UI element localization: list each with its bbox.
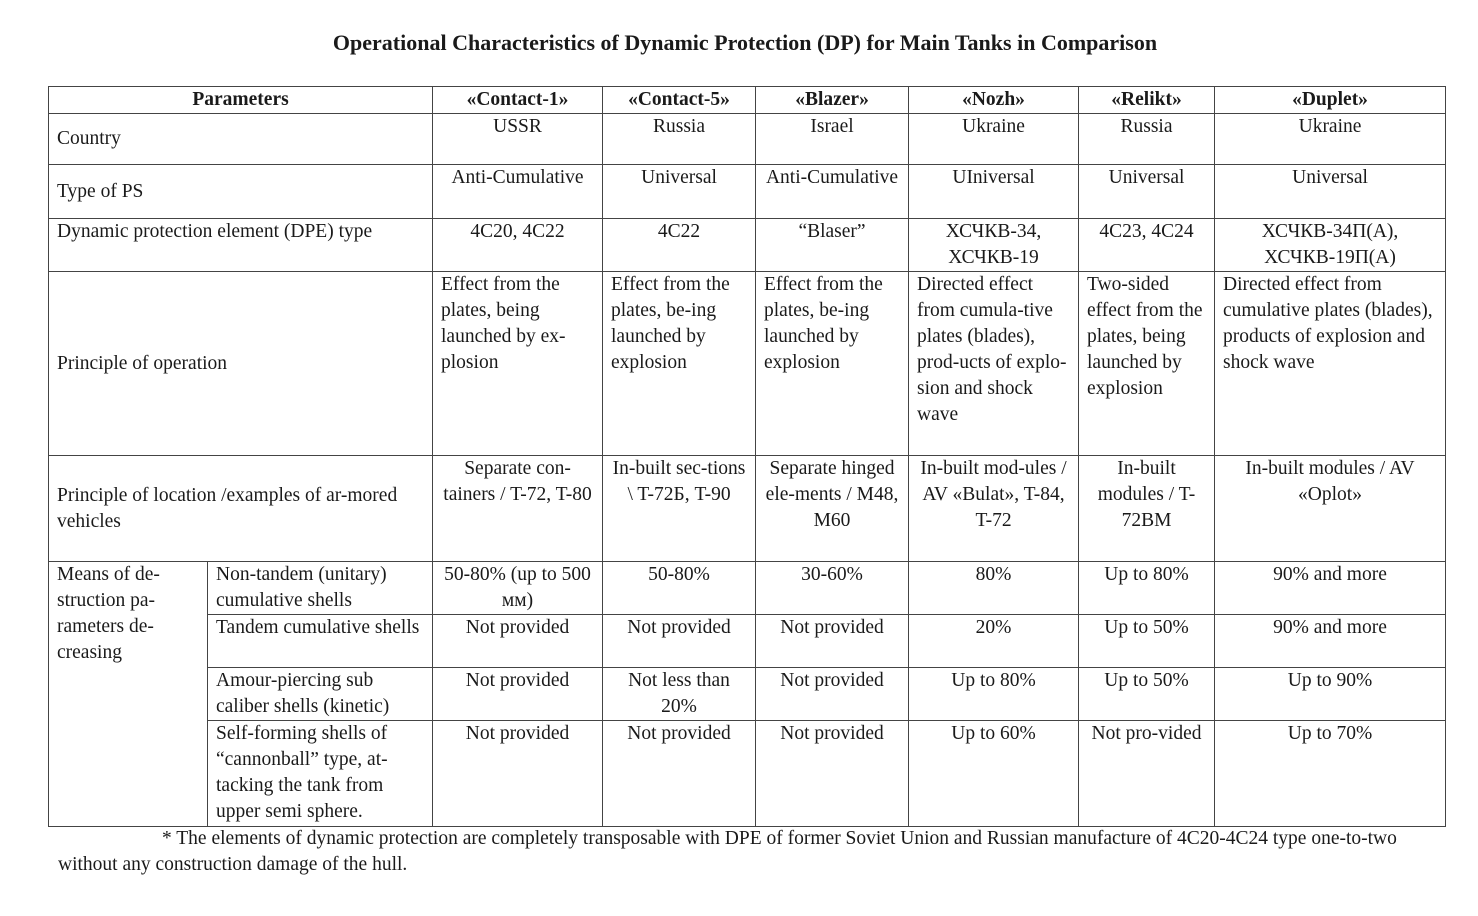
row-principle-operation	[49, 272, 1446, 456]
cell-means: 50-80%	[603, 562, 756, 615]
cell-means: Not provided	[603, 721, 756, 827]
header-contact-5: «Contact-5»	[603, 87, 756, 114]
row-label-principle-location: Principle of location /examples of ar-mored vehicles	[49, 456, 433, 562]
cell-principle-location: In-built mod-ules / AV «Bulat», T-84, T-72	[909, 456, 1079, 562]
cell-principle-location: In-built sec-tions \ T-72Б, T-90	[603, 456, 756, 562]
cell-means: Not provided	[433, 668, 603, 721]
cell-means: Up to 80%	[909, 668, 1079, 721]
header-nozh: «Nozh»	[909, 87, 1079, 114]
cell-dpe-type: ХСЧКВ-34, ХСЧКВ-19	[909, 219, 1079, 272]
cell-means: 80%	[909, 562, 1079, 615]
cell-dpe-type: 4C20, 4C22	[433, 219, 603, 272]
cell-means: Not less than 20%	[603, 668, 756, 721]
cell-type-ps: Universal	[1079, 165, 1215, 219]
row-label-dpe-type: Dynamic protection element (DPE) type	[49, 219, 433, 272]
cell-means: 30-60%	[756, 562, 909, 615]
cell-means: Not provided	[756, 668, 909, 721]
header-row	[49, 87, 1446, 114]
row-label-country: Country	[49, 114, 433, 165]
header-parameters: Parameters	[49, 87, 433, 114]
cell-principle-operation: Effect from the plates, be-ing launched by explosion	[603, 272, 756, 456]
cell-means: Up to 80%	[1079, 562, 1215, 615]
row-means-tandem	[49, 615, 1446, 668]
cell-means: Not pro-vided	[1079, 721, 1215, 827]
cell-principle-location: Separate con-tainers / T-72, T-80	[433, 456, 603, 562]
cell-principle-location: In-built modules / T-72BM	[1079, 456, 1215, 562]
dp-comparison-table	[48, 86, 1446, 827]
cell-type-ps: UIniversal	[909, 165, 1079, 219]
cell-country: Russia	[1079, 114, 1215, 165]
row-label-type-ps: Type of PS	[49, 165, 433, 219]
cell-means: 90% and more	[1215, 562, 1446, 615]
cell-means: 90% and more	[1215, 615, 1446, 668]
means-group-label: Means of de-struction pa-rameters de-creasing	[49, 562, 208, 827]
header-blazer: «Blazer»	[756, 87, 909, 114]
cell-means: Up to 50%	[1079, 668, 1215, 721]
subrow-label: Amour-piercing sub caliber shells (kinetic)	[208, 668, 433, 721]
cell-principle-operation: Directed effect from cumulative plates (blades), products of explosion and shock wave	[1215, 272, 1446, 456]
row-country	[49, 114, 1446, 165]
cell-principle-location: Separate hinged ele-ments / M48, M60	[756, 456, 909, 562]
row-type-ps	[49, 165, 1446, 219]
cell-country: USSR	[433, 114, 603, 165]
cell-country: Ukraine	[909, 114, 1079, 165]
cell-means: Not provided	[756, 721, 909, 827]
cell-dpe-type: “Blaser”	[756, 219, 909, 272]
cell-means: Up to 60%	[909, 721, 1079, 827]
cell-country: Ukraine	[1215, 114, 1446, 165]
header-duplet: «Duplet»	[1215, 87, 1446, 114]
cell-dpe-type: 4C22	[603, 219, 756, 272]
cell-type-ps: Anti-Cumulative	[433, 165, 603, 219]
cell-means: Not provided	[603, 615, 756, 668]
row-dpe-type	[49, 219, 1446, 272]
cell-means: Not provided	[433, 615, 603, 668]
cell-principle-operation: Effect from the plates, being launched by ex-plosion	[433, 272, 603, 456]
subrow-label: Tandem cumulative shells	[208, 615, 433, 668]
cell-type-ps: Anti-Cumulative	[756, 165, 909, 219]
header-contact-1: «Contact-1»	[433, 87, 603, 114]
row-label-principle-operation: Principle of operation	[49, 272, 433, 456]
cell-type-ps: Universal	[1215, 165, 1446, 219]
row-principle-location	[49, 456, 1446, 562]
cell-means: Up to 90%	[1215, 668, 1446, 721]
cell-means: Not provided	[433, 721, 603, 827]
cell-means: Up to 50%	[1079, 615, 1215, 668]
cell-means: Up to 70%	[1215, 721, 1446, 827]
cell-dpe-type: ХСЧКВ-34П(А), ХСЧКВ-19П(А)	[1215, 219, 1446, 272]
cell-principle-location: In-built modules / AV «Oplot»	[1215, 456, 1446, 562]
subrow-label: Non-tandem (unitary) cumulative shells	[208, 562, 433, 615]
cell-country: Israel	[756, 114, 909, 165]
cell-principle-operation: Two-sided effect from the plates, being launched by explosion	[1079, 272, 1215, 456]
header-relikt: «Relikt»	[1079, 87, 1215, 114]
cell-dpe-type: 4C23, 4C24	[1079, 219, 1215, 272]
row-means-non-tandem	[49, 562, 1446, 615]
cell-principle-operation: Directed effect from cumula-tive plates (blades), prod-ucts of explo-sion and shock wave	[909, 272, 1079, 456]
cell-principle-operation: Effect from the plates, be-ing launched by explosion	[756, 272, 909, 456]
subrow-label: Self-forming shells of “cannonball” type, at-tacking the tank from upper semi sphere.	[208, 721, 433, 827]
row-means-sub-caliber	[49, 668, 1446, 721]
cell-means: Not provided	[756, 615, 909, 668]
cell-country: Russia	[603, 114, 756, 165]
cell-means: 50-80% (up to 500 мм)	[433, 562, 603, 615]
cell-means: 20%	[909, 615, 1079, 668]
cell-type-ps: Universal	[603, 165, 756, 219]
row-means-self-forming	[49, 721, 1446, 827]
footnote: * The elements of dynamic protection are completely transposable with DPE of former Soviet Union and Russian manufacture of 4C20-4C24 type one-to-two without any construction damage of the hull.	[58, 828, 1397, 875]
table-title: Operational Characteristics of Dynamic Protection (DP) for Main Tanks in Comparison	[332, 30, 1158, 55]
